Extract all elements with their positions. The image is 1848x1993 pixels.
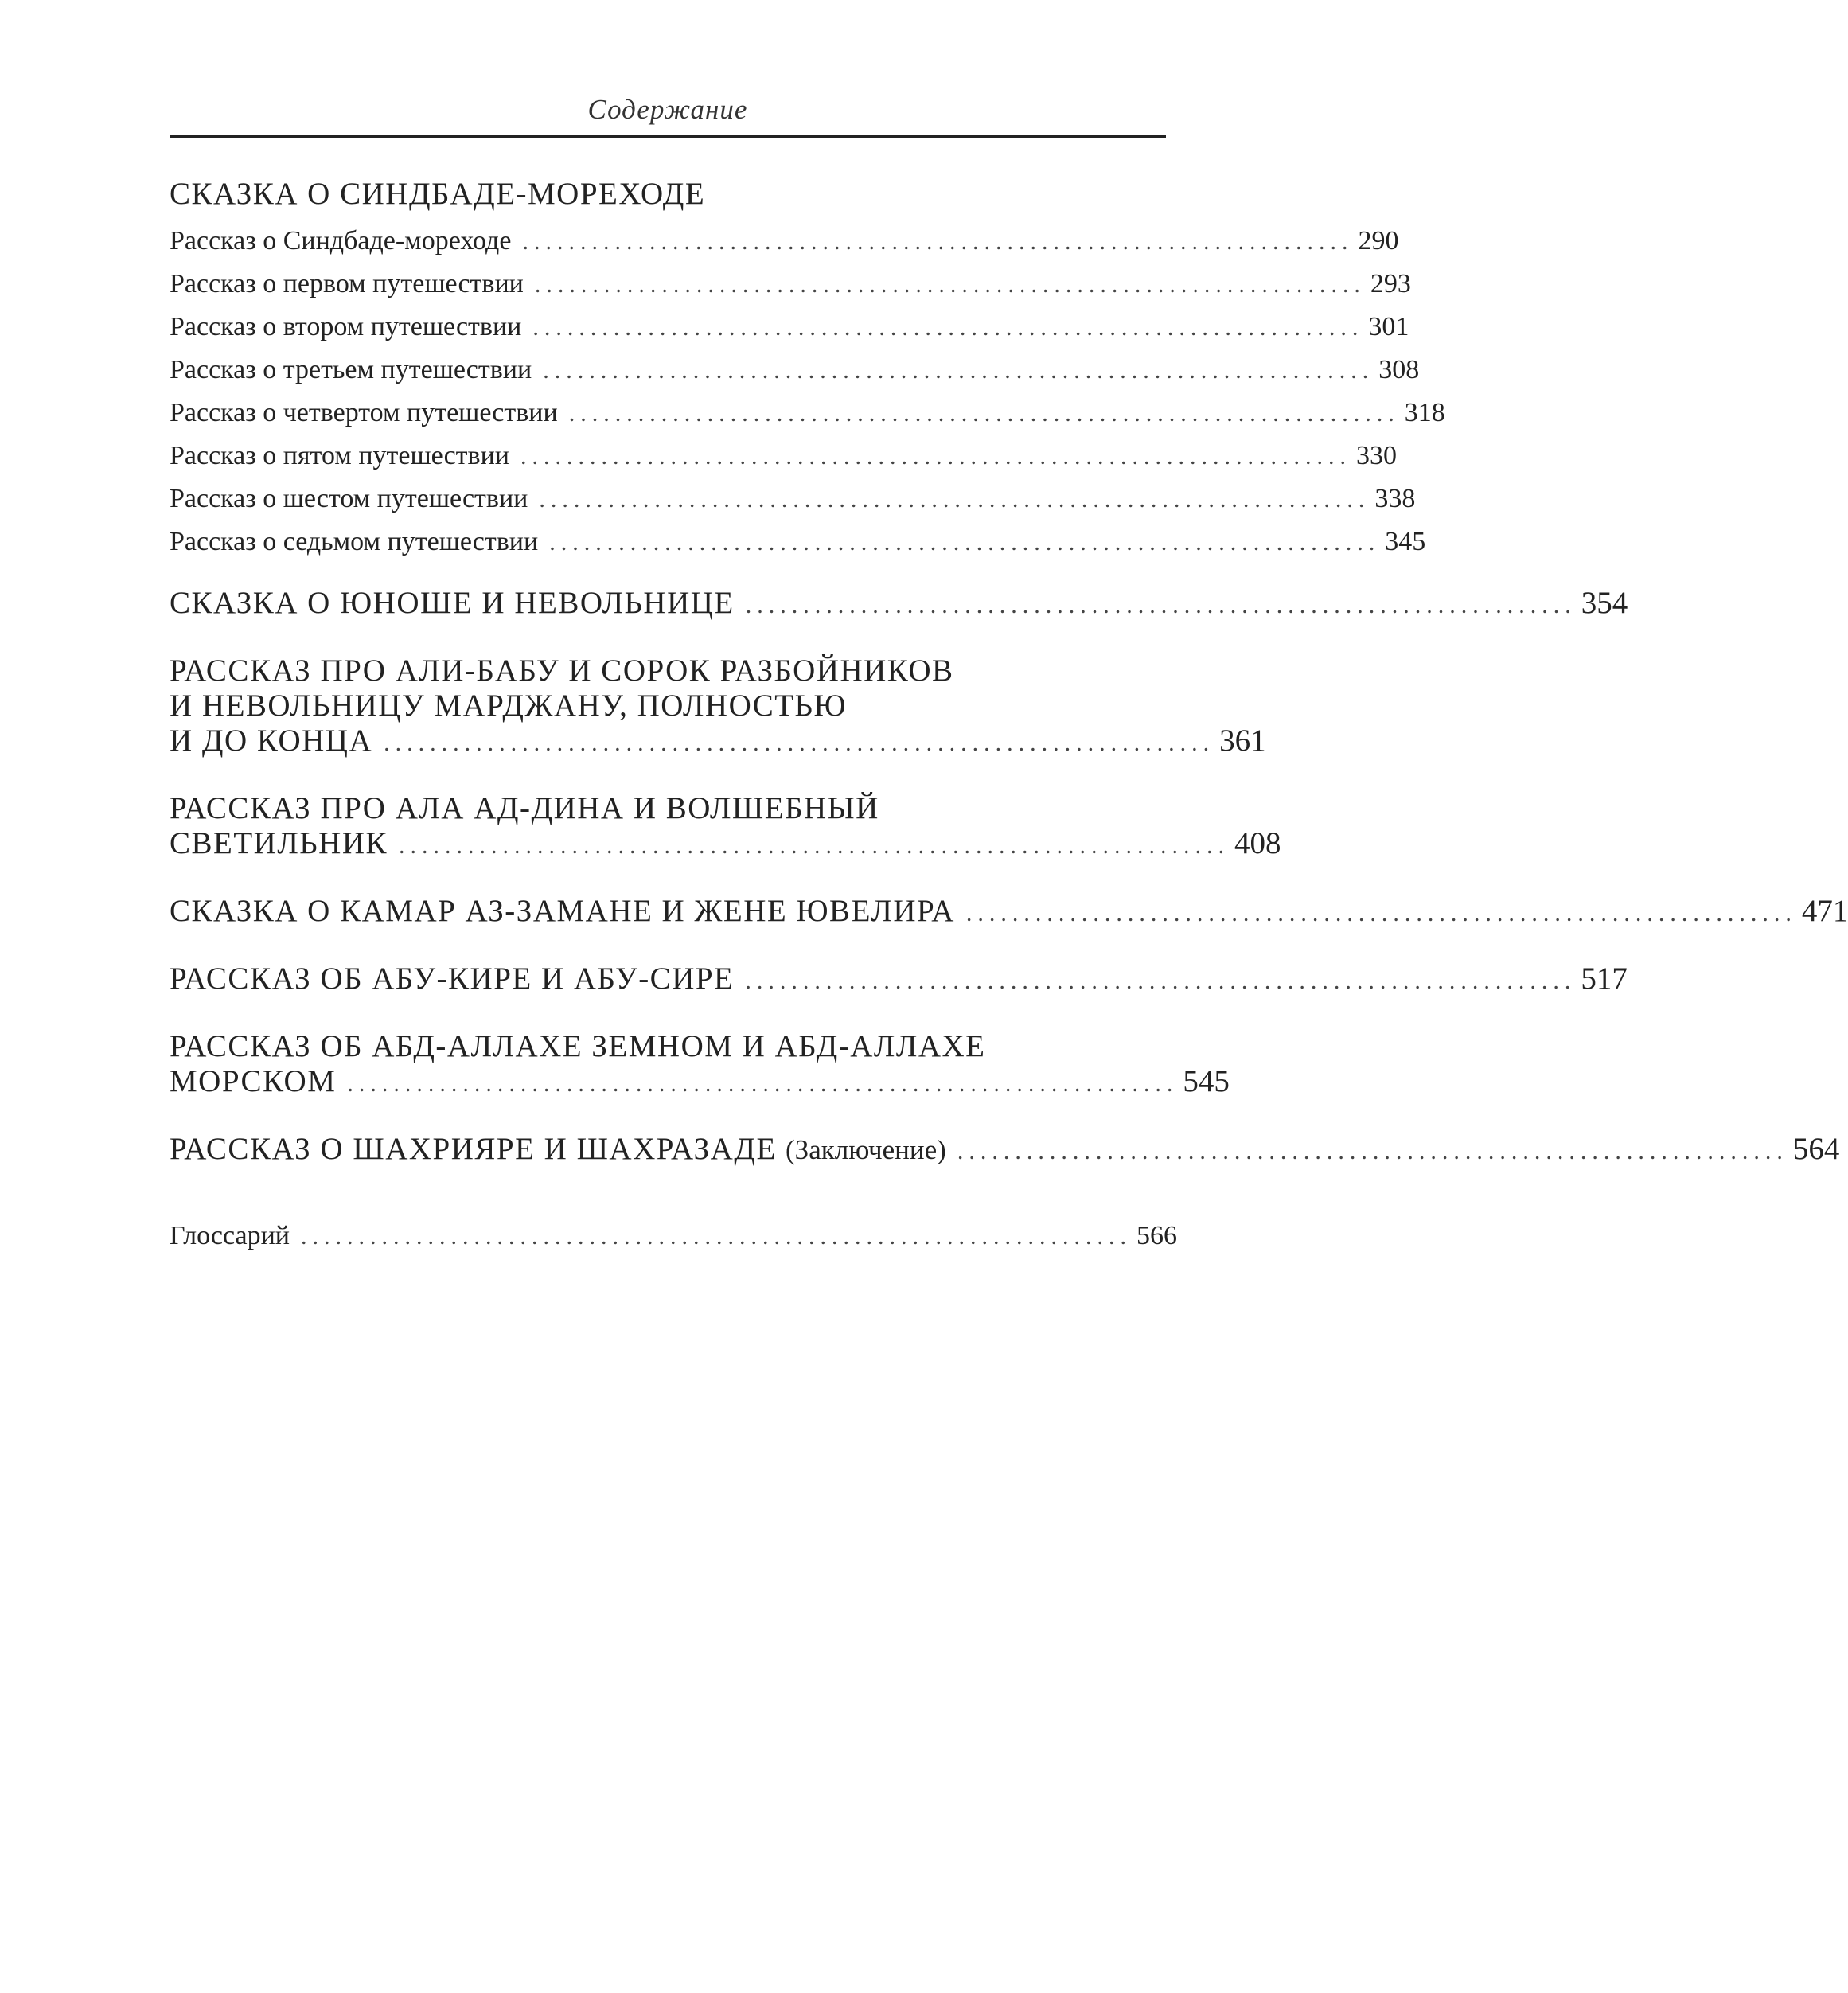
toc-entry [170,478,1416,521]
entry-label: Рассказ о седьмом путешествии [170,527,539,556]
toc-entry [170,392,1445,435]
entry-label: Рассказ о четвертом путешествии [170,398,558,427]
page-number: 471 [1801,894,1848,928]
page-number: 566 [1136,1221,1177,1250]
entry-label: Рассказ о пятом путешествии [170,441,509,470]
dot-leader: ........................................................................ [965,900,1797,926]
table-of-contents [170,177,1848,1254]
entry-title-line: РАССКАЗ ПРО АЛИ-БАБУ И СОРОК РАЗБОЙНИКОВ [170,653,954,688]
page-number: 308 [1378,355,1420,384]
spacer [170,564,1166,586]
toc-entry [170,220,1399,263]
entry-label [170,1132,946,1168]
dot-leader: ........................................................................ [520,443,1351,470]
toc-main-entry [170,1132,1840,1169]
toc-glossary-entry [170,1219,1177,1254]
dot-leader: ........................................................................ [539,486,1370,513]
entry-title-line: РАССКАЗ ОБ АБД-АЛЛАХЕ ЗЕМНОМ И АБД-АЛЛАХЕ [170,1029,986,1063]
spacer [170,1169,1166,1219]
page-number: 517 [1581,961,1628,996]
page-number: 338 [1374,484,1416,513]
toc-main-entry [170,586,1628,623]
dot-leader: ........................................................................ [957,1138,1788,1164]
spacer [170,623,1166,653]
spacer [170,999,1166,1029]
entry-label: СКАЗКА О ЮНОШЕ И НЕВОЛЬНИЦЕ [170,586,735,620]
section-title: СКАЗКА О СИНДБАДЕ-МОРЕХОДЕ [170,177,706,211]
dot-leader: ........................................................................ [399,833,1230,859]
entry-title-line: РАССКАЗ ПРО АЛА АД-ДИНА И ВОЛШЕБНЫЙ [170,791,879,825]
entry-label: И ДО КОНЦА [170,723,373,758]
entry-title-line: И НЕВОЛЬНИЦУ МАРДЖАНУ, ПОЛНОСТЬЮ [170,688,848,723]
toc-entry [170,263,1411,306]
page-number: 345 [1385,527,1426,556]
dot-leader: ........................................................................ [301,1223,1132,1250]
dot-leader: ........................................................................ [532,314,1364,341]
entry-label: Рассказ о Синдбаде-мореходе [170,226,512,255]
page-number: 318 [1404,398,1445,427]
entry-label: СВЕТИЛЬНИК [170,826,388,860]
entry-label: Глоссарий [170,1221,290,1250]
entry-label-text: РАССКАЗ О ШАХРИЯРЕ И ШАХРАЗАДЕ [170,1132,777,1166]
page-number: 330 [1355,441,1397,470]
page-number: 564 [1792,1132,1840,1166]
toc-main-entry [170,1064,1230,1102]
toc-main-entry [170,723,1266,761]
entry-label: СКАЗКА О КАМАР АЗ-ЗАМАНЕ И ЖЕНЕ ЮВЕЛИРА [170,894,955,928]
dot-leader: ........................................................................ [347,1071,1179,1097]
dot-leader: ........................................................................ [534,271,1366,298]
entry-label: МОРСКОМ [170,1064,337,1098]
entry-label: РАССКАЗ ОБ АБУ-КИРЕ И АБУ-СИРЕ [170,961,735,996]
page-number: 545 [1183,1064,1230,1098]
dot-leader: ........................................................................ [384,730,1215,756]
toc-entry [170,435,1397,478]
toc-main-entry [170,894,1848,931]
dot-leader: ........................................................................ [568,400,1400,427]
toc-entry [170,521,1426,564]
dot-leader: ........................................................................ [543,357,1374,384]
running-header: Содержание [587,94,748,125]
toc-entry [170,306,1409,349]
entry-label: Рассказ о первом путешествии [170,269,524,298]
dot-leader: ........................................................................ [549,529,1381,556]
entry-note: (Заключение) [786,1134,946,1165]
dot-leader: ........................................................................ [522,228,1354,255]
spacer [170,931,1166,961]
header-rule [170,135,1166,138]
page-number: 408 [1234,826,1281,860]
dot-leader: ........................................................................ [745,592,1577,618]
page-number: 301 [1368,312,1409,341]
toc-main-entry [170,961,1628,999]
spacer [170,864,1166,894]
entry-label: Рассказ о третьем путешествии [170,355,532,384]
page-number: 361 [1219,723,1266,758]
spacer [170,1102,1166,1132]
entry-label: Рассказ о шестом путешествии [170,484,528,513]
spacer [170,761,1166,791]
toc-entry [170,349,1420,392]
page-number: 354 [1581,586,1628,620]
page-number: 290 [1358,226,1399,255]
toc-main-entry [170,826,1281,864]
entry-label: Рассказ о втором путешествии [170,312,522,341]
dot-leader: ........................................................................ [745,968,1577,994]
page-number: 293 [1370,269,1411,298]
